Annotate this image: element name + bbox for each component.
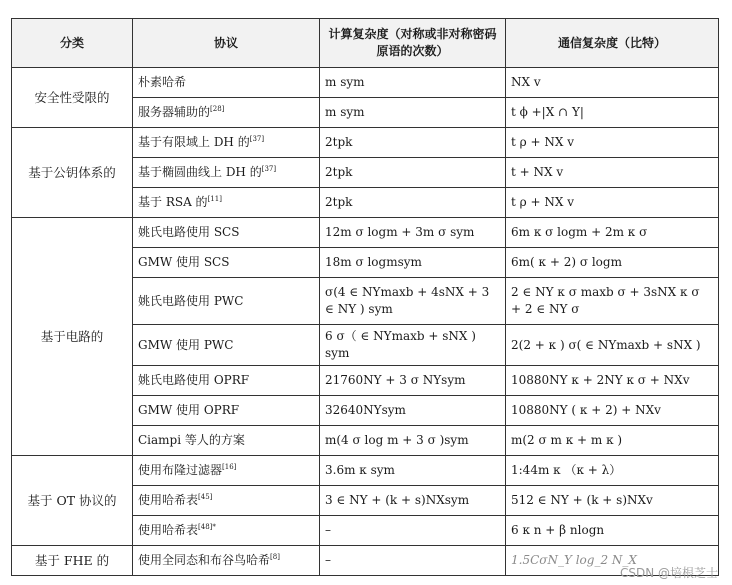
communication-cell: 1:44m κ （κ + λ）	[506, 456, 719, 486]
protocol-name: Ciampi 等人的方案	[138, 433, 245, 447]
computation-cell: 12m σ logm + 3m σ sym	[320, 218, 506, 248]
protocol-cell	[133, 426, 320, 456]
protocol-cell	[133, 516, 320, 546]
computation-cell: σ(4 ∈ NYmaxb + 4sNX + 3 ∈ NY ) sym	[320, 278, 506, 325]
protocol-cell	[133, 188, 320, 218]
protocol-name: 基于 RSA 的	[138, 195, 208, 209]
reference-superscript: [28]	[210, 105, 225, 113]
protocol-cell	[133, 325, 320, 366]
protocol-name: 服务器辅助的	[138, 105, 211, 119]
comparison-table	[11, 18, 719, 576]
computation-cell: m(4 σ log m + 3 σ )sym	[320, 426, 506, 456]
reference-superscript: [11]	[207, 195, 222, 203]
reference-superscript: [16]	[222, 463, 237, 471]
communication-cell: 10880NY κ + 2NY κ σ + NXv	[506, 366, 719, 396]
protocol-name: GMW 使用 PWC	[138, 337, 234, 352]
reference-superscript: [48]*	[198, 523, 216, 531]
header-category: 分类	[12, 19, 133, 68]
computation-cell: 2tpk	[320, 158, 506, 188]
communication-cell: 512 ∈ NY + (k + s)NXv	[506, 486, 719, 516]
protocol-cell	[133, 456, 320, 486]
computation-cell: 32640NYsym	[320, 396, 506, 426]
reference-superscript: [37]	[261, 165, 277, 173]
protocol-cell	[133, 546, 320, 576]
reference-superscript: [8]	[270, 553, 280, 561]
communication-cell: 2 ∈ NY κ σ maxb σ + 3sNX κ σ + 2 ∈ NY σ	[506, 278, 719, 325]
reference-superscript: [45]	[198, 493, 213, 501]
header-computation: 计算复杂度（对称或非对称密码原语的次数）	[320, 19, 506, 68]
protocol-name: 使用布隆过滤器	[138, 463, 223, 477]
protocol-name: GMW 使用 SCS	[138, 255, 230, 269]
protocol-name: 姚氏电路使用 OPRF	[138, 373, 250, 387]
communication-cell: 6m κ σ logm + 2m κ σ	[506, 218, 719, 248]
protocol-name: 使用哈希表	[138, 493, 199, 507]
computation-cell: –	[320, 546, 506, 576]
communication-cell: 6m( κ + 2) σ logm	[506, 248, 719, 278]
table-body	[12, 68, 719, 576]
computation-cell: m sym	[320, 98, 506, 128]
protocol-name: 使用全同态和布谷鸟哈希	[138, 553, 271, 567]
protocol-cell	[133, 278, 320, 325]
computation-cell: 3.6m κ sym	[320, 456, 506, 486]
computation-cell: m sym	[320, 68, 506, 98]
category-cell: 基于电路的	[12, 218, 133, 456]
protocol-name: 使用哈希表	[138, 523, 199, 537]
protocol-cell	[133, 158, 320, 188]
communication-cell: t ρ + NX v	[506, 188, 719, 218]
computation-cell: 2tpk	[320, 128, 506, 158]
protocol-name: 朴素哈希	[138, 75, 187, 89]
communication-cell: m(2 σ m κ + m κ )	[506, 426, 719, 456]
protocol-cell	[133, 248, 320, 278]
protocol-cell	[133, 98, 320, 128]
communication-cell: t + NX v	[506, 158, 719, 188]
computation-cell: –	[320, 516, 506, 546]
category-cell: 安全性受限的	[12, 68, 133, 128]
computation-cell: 6 σ（ ∈ NYmaxb + sNX ) sym	[320, 325, 506, 366]
table-row	[12, 218, 719, 248]
computation-cell: 18m σ logmsym	[320, 248, 506, 278]
protocol-cell	[133, 396, 320, 426]
communication-cell: t ϕ +|X ∩ Y|	[506, 98, 719, 128]
category-cell: 基于 FHE 的	[12, 546, 133, 576]
protocol-name: 基于有限域上 DH 的	[138, 135, 250, 149]
communication-cell: t ρ + NX v	[506, 128, 719, 158]
header-row	[12, 19, 719, 68]
header-communication: 通信复杂度（比特）	[506, 19, 719, 68]
table-row	[12, 546, 719, 576]
protocol-name: 基于椭圆曲线上 DH 的	[138, 165, 262, 179]
protocol-cell	[133, 486, 320, 516]
protocol-name: GMW 使用 OPRF	[138, 403, 240, 417]
protocol-cell	[133, 366, 320, 396]
category-cell: 基于公钥体系的	[12, 128, 133, 218]
protocol-cell	[133, 128, 320, 158]
protocol-name: 姚氏电路使用 SCS	[138, 225, 240, 239]
protocol-cell	[133, 68, 320, 98]
communication-cell: 1.5CσN_Y log_2 N_X	[506, 546, 719, 576]
reference-superscript: [37]	[249, 135, 265, 143]
protocol-cell	[133, 218, 320, 248]
computation-cell: 3 ∈ NY + (k + s)NXsym	[320, 486, 506, 516]
communication-cell: NX v	[506, 68, 719, 98]
communication-cell: 2(2 + κ ) σ( ∈ NYmaxb + sNX )	[506, 325, 719, 366]
communication-cell: 10880NY ( κ + 2) + NXv	[506, 396, 719, 426]
table-row	[12, 68, 719, 98]
computation-cell: 21760NY + 3 σ NYsym	[320, 366, 506, 396]
table-row	[12, 456, 719, 486]
watermark: CSDN @培根芝士	[619, 566, 718, 580]
computation-cell: 2tpk	[320, 188, 506, 218]
protocol-name: 姚氏电路使用 PWC	[138, 293, 244, 308]
header-protocol: 协议	[133, 19, 320, 68]
category-cell: 基于 OT 协议的	[12, 456, 133, 546]
communication-cell: 6 κ n + β nlogn	[506, 516, 719, 546]
table-row	[12, 128, 719, 158]
